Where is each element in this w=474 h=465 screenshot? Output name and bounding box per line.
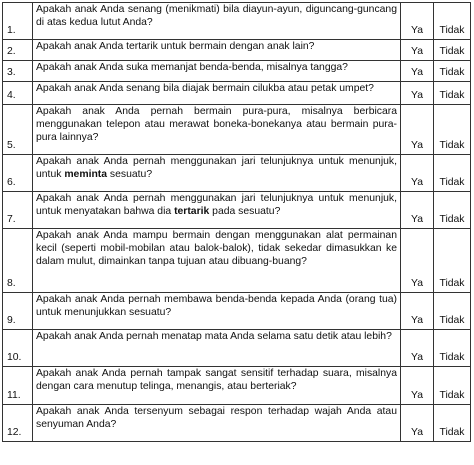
answer-no: Tidak bbox=[434, 155, 471, 192]
row-number: 6. bbox=[3, 155, 33, 192]
answer-no: Tidak bbox=[434, 3, 471, 40]
table-row bbox=[3, 82, 471, 105]
answer-yes: Ya bbox=[401, 40, 434, 61]
table-row bbox=[3, 330, 471, 367]
answer-no: Tidak bbox=[434, 82, 471, 105]
row-number: 5. bbox=[3, 105, 33, 155]
question-text: Apakah anak Anda tertarik untuk bermain dengan anak lain? bbox=[33, 40, 401, 61]
question-text: Apakah anak Anda suka memanjat benda-benda, misalnya tangga? bbox=[33, 61, 401, 82]
question-text-part: Apakah anak Anda pernah menggunakan jari telunjuknya untuk menunjuk, untuk bbox=[36, 156, 397, 180]
row-number: 4. bbox=[3, 82, 33, 105]
question-emphasis: tertarik bbox=[174, 205, 210, 217]
answer-no: Tidak bbox=[434, 330, 471, 367]
answer-yes: Ya bbox=[401, 367, 434, 405]
question-text: Apakah anak Anda senang (menikmati) bila diayun-ayun, diguncang-guncang di atas kedua lutut Anda? bbox=[33, 3, 401, 40]
table-row bbox=[3, 3, 471, 40]
table-row bbox=[3, 105, 471, 155]
question-text-part: Apakah anak Anda pernah menggunakan jari telunjuknya untuk menunjuk, untuk menyatakan bahwa dia bbox=[36, 193, 397, 217]
question-text bbox=[33, 155, 401, 192]
question-emphasis: meminta bbox=[64, 168, 108, 180]
row-number: 9. bbox=[3, 293, 33, 330]
answer-yes: Ya bbox=[401, 293, 434, 330]
table-row bbox=[3, 155, 471, 192]
table-row bbox=[3, 405, 471, 442]
answer-yes: Ya bbox=[401, 155, 434, 192]
answer-yes: Ya bbox=[401, 82, 434, 105]
answer-yes: Ya bbox=[401, 61, 434, 82]
answer-yes: Ya bbox=[401, 405, 434, 442]
answer-yes: Ya bbox=[401, 330, 434, 367]
table-row bbox=[3, 367, 471, 405]
table-row bbox=[3, 229, 471, 293]
question-text: Apakah anak Anda pernah membawa benda-benda kepada Anda (orang tua) untuk menunjukkan sesuatu? bbox=[33, 293, 401, 330]
row-number: 12. bbox=[3, 405, 33, 442]
answer-no: Tidak bbox=[434, 229, 471, 293]
question-text: Apakah anak Anda senang bila diajak bermain cilukba atau petak umpet? bbox=[33, 82, 401, 105]
answer-yes: Ya bbox=[401, 105, 434, 155]
question-text-part: sesuatu? bbox=[107, 168, 153, 180]
row-number: 3. bbox=[3, 61, 33, 82]
table-row bbox=[3, 61, 471, 82]
answer-no: Tidak bbox=[434, 61, 471, 82]
row-number: 11. bbox=[3, 367, 33, 405]
answer-no: Tidak bbox=[434, 192, 471, 229]
answer-no: Tidak bbox=[434, 293, 471, 330]
row-number: 8. bbox=[3, 229, 33, 293]
question-text: Apakah anak Anda pernah bermain pura-pura, misalnya berbicara menggunakan telepon atau merawat boneka-bonekanya atau bermain pura-pura lainnya? bbox=[33, 105, 401, 155]
question-text: Apakah anak Anda pernah menatap mata Anda selama satu detik atau lebih? bbox=[33, 330, 401, 367]
answer-no: Tidak bbox=[434, 367, 471, 405]
table-row bbox=[3, 192, 471, 229]
question-text: Apakah anak Anda pernah tampak sangat sensitif terhadap suara, misalnya dengan cara menutup telinga, menangis, atau berteriak? bbox=[33, 367, 401, 405]
answer-yes: Ya bbox=[401, 3, 434, 40]
question-text: Apakah anak Anda tersenyum sebagai respon terhadap wajah Anda atau senyuman Anda? bbox=[33, 405, 401, 442]
answer-no: Tidak bbox=[434, 40, 471, 61]
row-number: 2. bbox=[3, 40, 33, 61]
answer-yes: Ya bbox=[401, 192, 434, 229]
answer-no: Tidak bbox=[434, 405, 471, 442]
row-number: 7. bbox=[3, 192, 33, 229]
answer-no: Tidak bbox=[434, 105, 471, 155]
question-text: Apakah anak Anda mampu bermain dengan menggunakan alat permainan kecil (seperti mobil-mobilan atau balok-balok), tidak sekedar dimasukkan ke dalam mulut, dimainkan tanpa tujuan atau dibuang-buang? bbox=[33, 229, 401, 293]
table-row bbox=[3, 293, 471, 330]
table-row bbox=[3, 40, 471, 61]
row-number: 1. bbox=[3, 3, 33, 40]
question-text-part: pada sesuatu? bbox=[209, 205, 281, 217]
question-text bbox=[33, 192, 401, 229]
questionnaire-table bbox=[2, 2, 471, 442]
row-number: 10. bbox=[3, 330, 33, 367]
answer-yes: Ya bbox=[401, 229, 434, 293]
